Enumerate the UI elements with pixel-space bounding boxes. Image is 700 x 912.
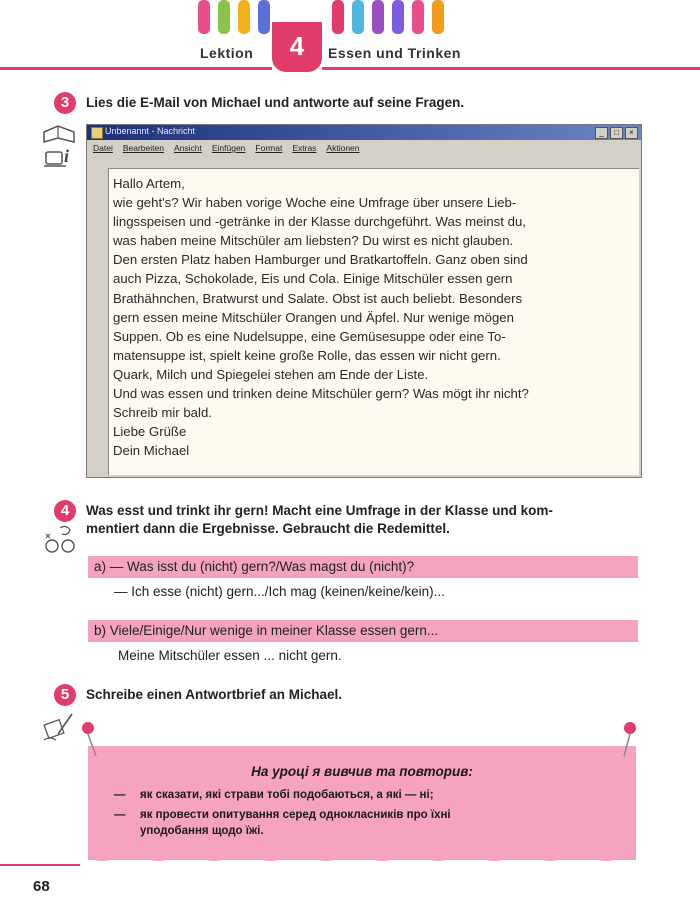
email-line: was haben meine Mitschüler am liebsten? Du wirst es nicht glauben. (113, 233, 514, 249)
header-stripe (258, 0, 270, 34)
menu-datei[interactable]: Datei (93, 143, 113, 153)
note-item-2-line1: як провести опитування серед однокласників про їхні (140, 809, 451, 821)
note-dash-2: — (114, 809, 126, 821)
email-line: Dein Michael (113, 443, 190, 459)
email-body-text (113, 174, 625, 460)
email-line: Und was essen und trinken deine Mitschüler gern? Was mögt ihr nicht? (113, 386, 529, 402)
menu-ansicht[interactable]: Ansicht (173, 143, 202, 153)
reading-info-icon (40, 118, 80, 178)
close-button[interactable]: × (625, 127, 638, 139)
page-number: 68 (33, 878, 50, 895)
menu-format[interactable]: Format (255, 143, 283, 153)
task-4-number: 4 (54, 500, 76, 522)
task-5-title: Schreibe einen Antwortbrief an Michael. (86, 687, 343, 702)
redemittel-a-question: a) — Was isst du (nicht) gern?/Was magst du (nicht)? (94, 559, 415, 574)
email-line: lingsspeisen und -getränke in der Klasse durchgeführt. Was meinst du, (113, 214, 526, 230)
minimize-button[interactable]: _ (595, 127, 608, 139)
lesson-number-badge: 4 (272, 22, 322, 72)
lektion-label: Lektion (200, 45, 254, 61)
email-titlebar (87, 125, 641, 140)
note-item-2-line2: уподобання щодо їжі. (140, 825, 264, 837)
email-line: Brathähnchen, Bratwurst und Salate. Obst ist auch beliebt. Besonders (113, 290, 523, 306)
header-stripe (198, 0, 210, 34)
note-title: На уроці я вивчив та повторив: (251, 764, 473, 779)
header-stripe (412, 0, 424, 34)
task-5-number: 5 (54, 684, 76, 706)
writing-icon (40, 710, 76, 744)
note-torn-edge (88, 852, 636, 866)
pin-right-icon (616, 720, 640, 760)
header-stripe (238, 0, 250, 34)
email-window-title: Unbenannt - Nachricht (105, 126, 196, 136)
email-line: Hallo Artem, (113, 176, 185, 191)
email-line: matensuppe ist, spielt keine große Rolle, das essen wir nicht gern. (113, 347, 501, 363)
message-icon (91, 127, 103, 139)
note-item-2 (114, 808, 451, 823)
menu-extras[interactable]: Extras (292, 143, 317, 153)
redemittel-b-line2: Meine Mitschüler essen ... nicht gern. (118, 648, 342, 663)
note-item-1-text: як сказати, які страви тобі подобаються, а які — ні; (140, 789, 434, 801)
email-line: Suppen. Ob es eine Nudelsuppe, eine Gemüsesuppe oder eine To- (113, 328, 506, 344)
header-stripe (332, 0, 344, 34)
redemittel-b-line1: b) Viele/Einige/Nur wenige in meiner Klasse essen gern... (94, 623, 439, 638)
lesson-summary-note (88, 746, 636, 860)
header-rule-left (0, 67, 272, 70)
email-menubar (87, 141, 641, 155)
header-stripe (372, 0, 384, 34)
header-stripe (392, 0, 404, 34)
email-line: Quark, Milch und Spiegelei stehen am Ende der Liste. (113, 366, 429, 382)
menu-aktionen[interactable]: Aktionen (326, 143, 360, 153)
task-3-number: 3 (54, 92, 76, 114)
note-dash-1: — (114, 789, 126, 801)
header-stripe (218, 0, 230, 34)
email-line: Den ersten Platz haben Hamburger und Bratkartoffeln. Ganz oben sind (113, 252, 528, 268)
header-rule-right (322, 67, 700, 70)
footer-rule (0, 864, 80, 866)
task-4-title-line1: Was esst und trinkt ihr gern! Macht eine Umfrage in der Klasse und kom- (86, 503, 553, 518)
pair-work-icon (40, 522, 80, 556)
task-4-title-line2: mentiert dann die Ergebnisse. Gebraucht die Redemittel. (86, 521, 450, 536)
header-stripes (0, 0, 700, 40)
svg-text:i: i (64, 146, 70, 166)
email-line: auch Pizza, Schokolade, Eis und Cola. Einige Mitschüler essen gern (113, 271, 513, 287)
header-stripe (352, 0, 364, 34)
note-item-1 (114, 788, 434, 803)
pin-left-icon (78, 720, 102, 760)
email-line: Schreib mir bald. (113, 405, 212, 421)
redemittel-a-answer: — Ich esse (nicht) gern.../Ich mag (keinen/keine/kein)... (114, 584, 445, 599)
lesson-topic: Essen und Trinken (328, 45, 461, 61)
maximize-button[interactable]: □ (610, 127, 623, 139)
email-line: gern essen meine Mitschüler Orangen und Äpfel. Nur wenige mögen (113, 309, 514, 325)
email-line: Liebe Grüße (113, 424, 187, 440)
menu-einfuegen[interactable]: Einfügen (211, 143, 246, 153)
email-line: wie geht's? Wir haben vorige Woche eine Umfrage über unsere Lieb- (113, 195, 517, 211)
menu-bearbeiten[interactable]: Bearbeiten (122, 143, 164, 153)
header-stripe (432, 0, 444, 34)
task-3-title: Lies die E-Mail von Michael und antworte auf seine Fragen. (86, 95, 465, 110)
